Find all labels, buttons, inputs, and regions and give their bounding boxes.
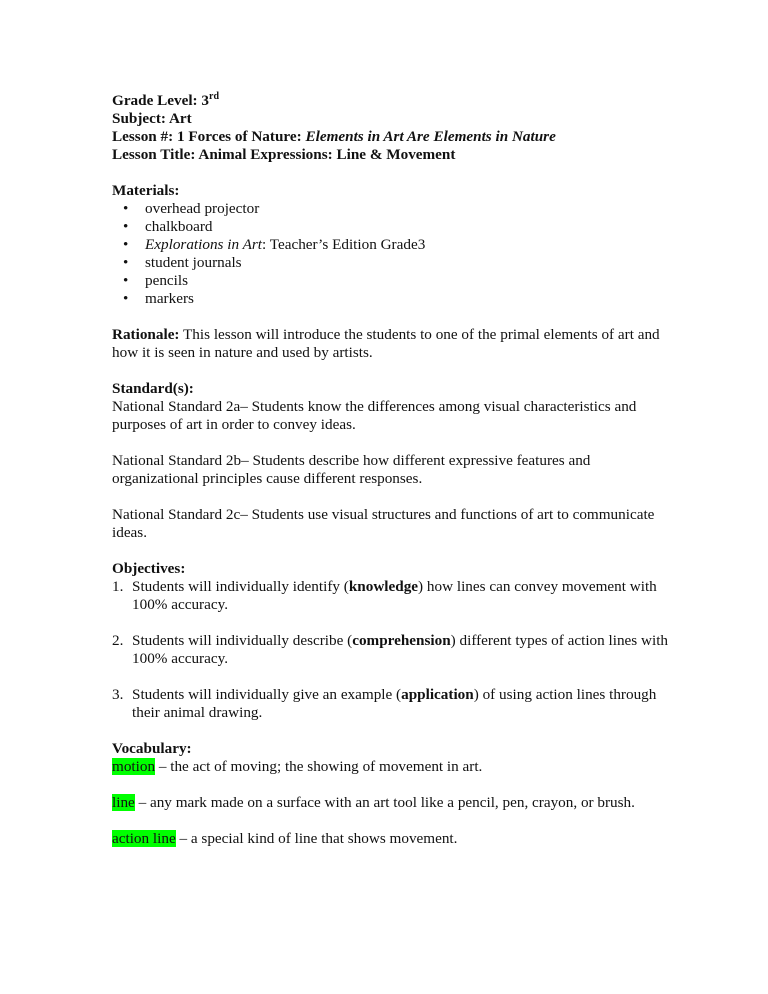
- rationale-text: This lesson will introduce the students to one of the primal elements of art and how it is seen in nature and used by artists.: [112, 326, 660, 361]
- vocab-term-highlight: action line: [112, 830, 176, 847]
- grade-value: 3: [201, 92, 210, 109]
- list-item: 2. Students will individually describe (comprehension) different types of action lines with 100% accuracy.: [112, 632, 669, 667]
- materials-list: [112, 200, 672, 308]
- list-item: • markers: [123, 290, 194, 307]
- rationale-label: Rationale:: [112, 326, 180, 343]
- list-item: • chalkboard: [123, 218, 213, 235]
- lesson-title-line: Lesson Title: Animal Expressions: Line & Movement: [112, 146, 456, 163]
- grade-label: Grade Level:: [112, 92, 198, 109]
- list-item: 3. Students will individually give an example (application) of using action lines through their animal drawing.: [112, 686, 657, 721]
- lesson-number-line: [112, 128, 672, 146]
- vocabulary-section: [112, 740, 672, 848]
- standard-item: National Standard 2a– Students know the differences among visual characteristics and purposes of art in order to convey ideas.: [112, 398, 637, 433]
- bullet-icon: •: [123, 290, 129, 307]
- lesson-plan: [112, 92, 672, 866]
- list-item: • student journals: [123, 254, 242, 271]
- lesson-number-prefix: Lesson #: 1 Forces of Nature:: [112, 128, 302, 145]
- standard-item: National Standard 2b– Students describe how different expressive features and organizational principles cause different responses.: [112, 452, 591, 487]
- list-item: • overhead projector: [123, 200, 260, 217]
- bullet-icon: •: [123, 272, 129, 289]
- materials-section: [112, 182, 672, 308]
- header-block: [112, 92, 672, 164]
- vocab-term-highlight: line: [112, 794, 135, 811]
- subject-line: Subject: Art: [112, 110, 192, 127]
- standard-item: National Standard 2c– Students use visual structures and functions of art to communicate ideas.: [112, 506, 655, 541]
- rationale-section: [112, 326, 672, 362]
- grade-level: [112, 92, 672, 110]
- vocab-item: line – any mark made on a surface with an art tool like a pencil, pen, crayon, or brush.: [112, 794, 635, 811]
- objectives-section: [112, 560, 672, 722]
- list-item: • Explorations in Art: Teacher’s Edition Grade3: [123, 236, 426, 253]
- grade-superscript: rd: [209, 91, 220, 102]
- bullet-icon: •: [123, 200, 129, 217]
- lesson-number-italic: Elements in Art Are Elements in Nature: [305, 128, 556, 145]
- vocab-item: motion – the act of moving; the showing of movement in art.: [112, 758, 483, 775]
- bullet-icon: •: [123, 254, 129, 271]
- standards-section: [112, 380, 672, 542]
- bullet-icon: •: [123, 218, 129, 235]
- vocabulary-heading: Vocabulary:: [112, 740, 192, 757]
- bullet-icon: •: [123, 236, 129, 253]
- standards-heading: Standard(s):: [112, 380, 194, 397]
- list-item: • pencils: [123, 272, 189, 289]
- objectives-list: [112, 578, 672, 722]
- materials-heading: Materials:: [112, 182, 180, 199]
- vocab-item: action line – a special kind of line that shows movement.: [112, 830, 458, 847]
- vocab-term-highlight: motion: [112, 758, 156, 775]
- objectives-heading: Objectives:: [112, 560, 186, 577]
- list-item: 1. Students will individually identify (knowledge) how lines can convey movement with 100% accuracy.: [112, 578, 657, 613]
